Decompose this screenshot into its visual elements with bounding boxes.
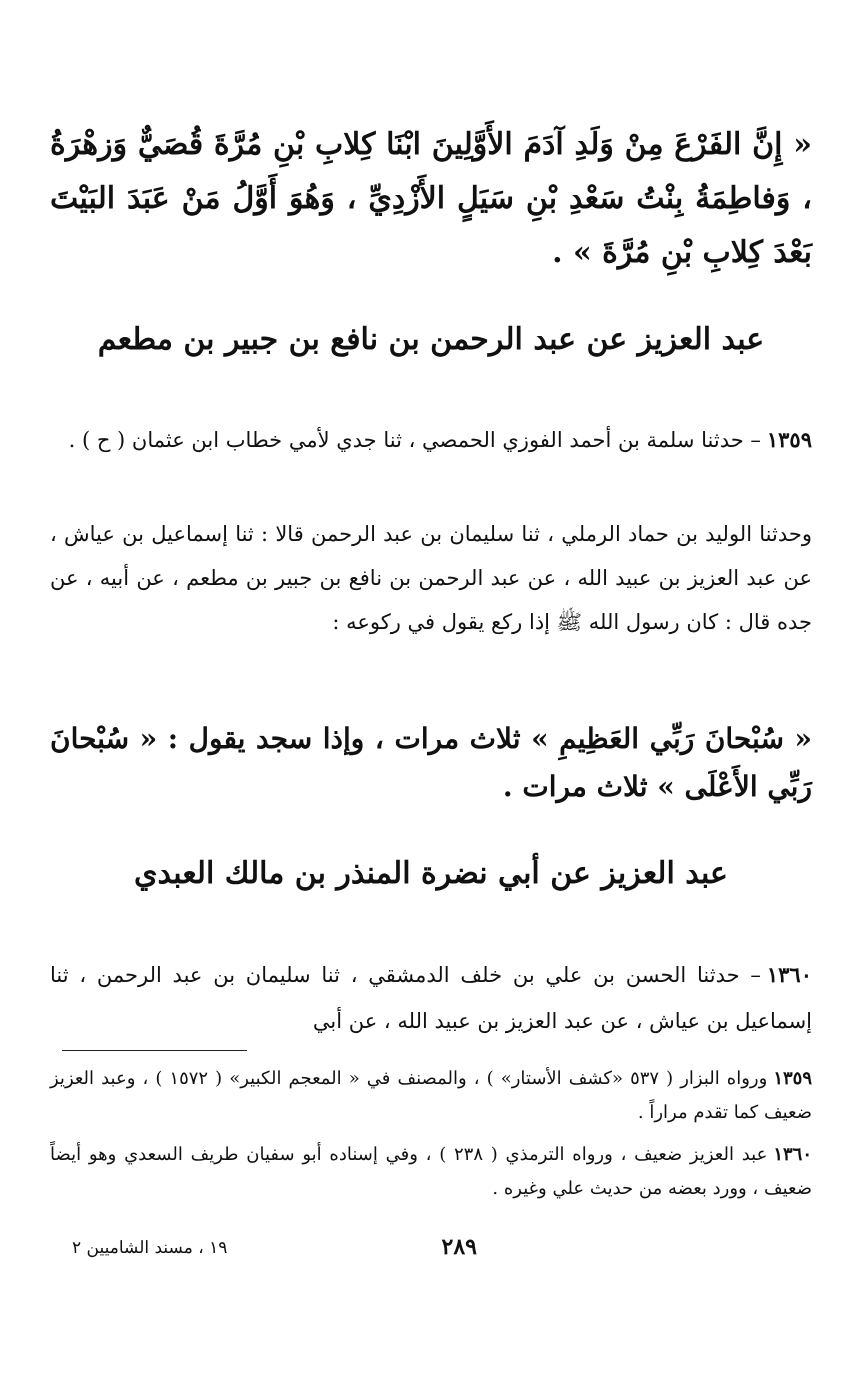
hadith-1359-intro bbox=[50, 418, 812, 462]
hadith-1359-chain: وحدثنا الوليد بن حماد الرملي ، ثنا سليمان بن عبد الرحمن قالا : ثنا إسماعيل بن عياش ، عن عبد العزيز بن عبيد الله ، عن عبد الرحمن بن نافع بن جبير بن مطعم ، عن أبيه ، عن جده قال : كان رسول الله ﷺ إذا ركع يقول في ركوعه : bbox=[50, 522, 812, 634]
footnote-number: ١٣٥٩ bbox=[773, 1068, 812, 1089]
signature-mark: ١٩ ، مسند الشاميين ٢ bbox=[72, 1238, 228, 1258]
page-footer bbox=[0, 1234, 862, 1274]
hadith-1359-quote: « سُبْحانَ رَبِّي العَظِيمِ » ثلاث مرات ، وإذا سجد يقول : « سُبْحانَ رَبِّي الأَعْلَى » ثلاث مرات . bbox=[50, 722, 812, 803]
page-number: ٢٨٩ bbox=[441, 1234, 477, 1260]
top-quote: « إِنَّ الفَرْعَ مِنْ وَلَدِ آدَمَ الأَوَّلِينَ ابْنَا كِلابِ بْنِ مُرَّةَ قُصَيٌّ وَزهْرَةُ ، وَفاطِمَةُ بِنْتُ سَعْدِ بْنِ سَيَلٍ الأَزْدِيِّ ، وَهُوَ أَوَّلُ مَنْ عَبَدَ البَيْتَ بَعْدَ كِلابِ بْنِ مُرَّةَ » . bbox=[50, 127, 812, 270]
section-heading-1: عبد العزيز عن عبد الرحمن بن نافع بن جبير بن مطعم bbox=[97, 322, 765, 357]
footnote-text: عبد العزيز ضعيف ، ورواه الترمذي ( ٢٣٨ ) ، وفي إسناده أبو سفيان طريف السعدي وهو أيضاً ضعيف ، وورد بعضه من حديث علي وغيره . bbox=[50, 1144, 812, 1199]
hadith-1360-intro bbox=[50, 952, 812, 1044]
footnote-text: ورواه البزار ( ٥٣٧ «كشف الأستار» ) ، والمصنف في « المعجم الكبير» ( ١٥٧٢ ) ، وعبد العزيز ضعيف كما تقدم مراراً . bbox=[50, 1068, 812, 1123]
footnote bbox=[50, 1062, 812, 1130]
footnotes bbox=[50, 1062, 812, 1206]
hadith-number: ١٣٥٩ bbox=[766, 427, 812, 452]
hadith-text: – حدثنا الحسن بن علي بن خلف الدمشقي ، ثنا سليمان بن عبد الرحمن ، ثنا إسماعيل بن عياش ، عن عبد العزيز بن عبيد الله ، عن أبي bbox=[50, 963, 812, 1033]
footnote-divider bbox=[62, 1050, 247, 1051]
section-heading-2: عبد العزيز عن أبي نضرة المنذر بن مالك العبدي bbox=[134, 856, 728, 891]
hadith-number: ١٣٦٠ bbox=[766, 962, 812, 987]
hadith-text: – حدثنا سلمة بن أحمد الفوزي الحمصي ، ثنا جدي لأمي خطاب ابن عثمان ( ح ) . bbox=[68, 428, 761, 452]
footnote bbox=[50, 1138, 812, 1206]
footnote-number: ١٣٦٠ bbox=[773, 1144, 812, 1165]
